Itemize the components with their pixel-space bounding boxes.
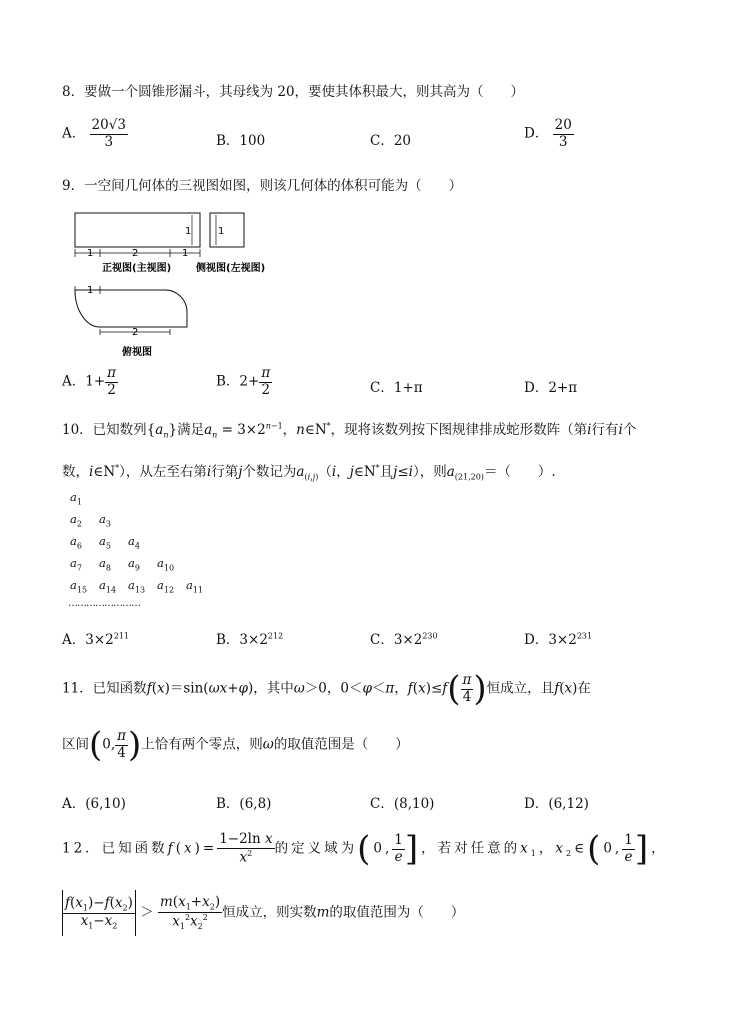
option-text: 1+π bbox=[393, 380, 423, 396]
math-formula: $a_n = 3\times 2^{n-1}$，n∈N* bbox=[204, 421, 331, 440]
option-label: A． bbox=[62, 796, 86, 812]
option-pre: 2+ bbox=[239, 373, 260, 390]
array-cell: $a_{11}$ bbox=[186, 578, 204, 595]
array-cell: $a_5$ bbox=[99, 534, 111, 551]
text-fragment: 上恰有两个零点，则 bbox=[141, 736, 263, 753]
q9-option-c[interactable] bbox=[370, 376, 423, 396]
array-cell: $a_9$ bbox=[128, 556, 140, 573]
option-text: (6,10) bbox=[85, 796, 126, 812]
text-fragment: ， bbox=[394, 680, 408, 697]
q9-option-d[interactable] bbox=[524, 376, 577, 396]
dim-label: 1 bbox=[182, 248, 189, 259]
dim-label: 1 bbox=[218, 226, 225, 237]
q8-option-d[interactable] bbox=[524, 118, 574, 150]
array-row bbox=[70, 556, 215, 578]
text-fragment: 满足 bbox=[177, 422, 205, 438]
text-fragment: ），从左至右第 bbox=[119, 464, 207, 480]
q10-option-b[interactable] bbox=[216, 628, 283, 648]
q8-option-c[interactable] bbox=[370, 129, 411, 149]
text-fragment: 的取值范围为（ ） bbox=[329, 904, 465, 921]
text-fragment: ），则 bbox=[412, 464, 447, 480]
array-cell: $a_{13}$ bbox=[128, 578, 146, 595]
frac-num: π bbox=[261, 365, 271, 381]
frac-den: 2 bbox=[261, 381, 271, 398]
option-text: 2+π bbox=[548, 380, 578, 396]
option-text: 20 bbox=[393, 133, 412, 149]
option-pre: 1+ bbox=[85, 373, 106, 390]
q9-stem: 9．一空间几何体的三视图如图，则该几何体的体积可能为（ ） bbox=[62, 178, 463, 194]
option-label: C． bbox=[370, 380, 394, 396]
option-text: (6,8) bbox=[239, 796, 272, 812]
q11-line2: 区间(0, $\frac{\pi}{4}$ )上恰有两个零点，则ω的取值范围是（ ） bbox=[62, 725, 409, 765]
q10-line1: 10．已知数列$\{a_n\}$满足$a_n = 3\times 2^{n-1}$，n∈N*，现将该数列按下图规律排成蛇形数阵（第i行有i个 bbox=[62, 421, 637, 440]
math-seq: $\{a_n\}$ bbox=[146, 422, 178, 440]
option-base: 3×2 bbox=[548, 632, 577, 648]
q8-option-a[interactable] bbox=[62, 118, 128, 150]
option-label: A． bbox=[62, 125, 86, 142]
text-fragment: 的定义域为 bbox=[274, 840, 358, 857]
option-label: D． bbox=[524, 632, 549, 648]
text-fragment: 的取值范围是（ ） bbox=[273, 736, 409, 753]
option-base: 3×2 bbox=[239, 632, 268, 648]
side-view-label: 侧视图(左视图) bbox=[196, 263, 266, 274]
frac-den: 3 bbox=[558, 133, 568, 150]
front-view-label: 正视图(主视图) bbox=[102, 263, 172, 274]
array-row bbox=[70, 490, 215, 512]
frac-den: 2 bbox=[107, 381, 116, 398]
option-exp: 230 bbox=[422, 631, 438, 641]
snake-array bbox=[70, 490, 215, 600]
option-label: C． bbox=[370, 796, 394, 812]
array-cell: $a_4$ bbox=[128, 534, 140, 551]
text-fragment: 个 bbox=[622, 422, 637, 438]
q10-line2: 数，i∈N*），从左至右第i行第j个数记为$a_{(i,j)}(i$，j∈N*且j≤i），则$a_{(21,20)}=$（ ）. bbox=[62, 463, 556, 482]
text-fragment: 数， bbox=[62, 464, 89, 480]
text-fragment: ，其中 bbox=[253, 680, 294, 697]
option-label: C． bbox=[370, 133, 394, 149]
dim-label: 2 bbox=[132, 248, 139, 259]
text-fragment: 10．已知数列 bbox=[62, 422, 147, 438]
text-fragment: ＝（ ）. bbox=[483, 464, 556, 480]
array-cell: $a_{12}$ bbox=[157, 578, 175, 595]
array-cell: $a_1$ bbox=[70, 490, 82, 507]
option-text: (8,10) bbox=[393, 796, 435, 812]
frac-num: 20√3 bbox=[91, 117, 126, 133]
option-exp: 212 bbox=[267, 631, 284, 641]
text-fragment: 且 bbox=[379, 464, 394, 480]
frac-den: 3 bbox=[104, 133, 114, 150]
top-view-label: 俯视图 bbox=[122, 347, 152, 358]
array-dots: …………………… bbox=[68, 598, 140, 609]
q8-stem: 8．要做一个圆锥形漏斗，其母线为 20，要使其体积最大，则其高为（ ） bbox=[62, 84, 525, 100]
q11-option-c[interactable] bbox=[370, 792, 434, 812]
option-base: 3×2 bbox=[393, 632, 423, 648]
option-label: B． bbox=[216, 133, 240, 149]
text-fragment: ， bbox=[538, 840, 556, 857]
q12-line2: $\frac{f(x_1)-f(x_2)}{x_1-x_2}$ ＞ $\frac{m(x_1+x_2)}{x_1^2x_2^2}$ 恒成立，则实数m的取值范围为（ ） bbox=[62, 890, 464, 936]
array-cell: $a_3$ bbox=[99, 512, 111, 529]
text-fragment: 在 bbox=[577, 680, 591, 697]
array-cell: $a_{10}$ bbox=[157, 556, 175, 573]
q10-option-d[interactable] bbox=[524, 628, 592, 648]
dim-label: 1 bbox=[87, 285, 94, 296]
text-fragment: ， bbox=[326, 680, 341, 697]
q10-option-a[interactable] bbox=[62, 628, 129, 648]
option-label: B． bbox=[216, 632, 240, 648]
text-fragment: 个数记为 bbox=[242, 464, 297, 480]
option-label: C． bbox=[370, 632, 394, 648]
text-fragment: ，若对任意的 bbox=[421, 840, 521, 857]
q9-option-a[interactable] bbox=[62, 366, 118, 398]
array-cell: $a_{14}$ bbox=[99, 578, 117, 595]
option-text: (6,12) bbox=[548, 796, 589, 812]
option-label: B． bbox=[216, 373, 240, 390]
q11-option-a[interactable] bbox=[62, 792, 126, 812]
array-cell: $a_{15}$ bbox=[70, 578, 88, 595]
q11-option-b[interactable] bbox=[216, 792, 271, 812]
text-fragment: 11．已知函数 bbox=[62, 680, 147, 697]
array-cell: $a_2$ bbox=[70, 512, 82, 529]
array-cell: $a_6$ bbox=[70, 534, 82, 551]
option-label: D． bbox=[524, 125, 549, 142]
dim-label: 1 bbox=[185, 226, 192, 237]
text-fragment: 恒成立，且 bbox=[486, 680, 555, 697]
dim-label: 1 bbox=[87, 248, 94, 259]
option-exp: 211 bbox=[113, 631, 130, 641]
array-row bbox=[70, 534, 215, 556]
q12-line1: 12．已知函数f(x)= $\frac{\text{1−2ln x}}{x^2}$ 的定义域为(0, $\frac{1}{e}$ ]，若对任意的$x_1$，$x_2\in(0$, $\frac{1}{e}$ ]， bbox=[62, 829, 668, 869]
q11-line1: 11．已知函数f(x)＝sin(ωx+φ)，其中ω＞0，0＜φ＜π，f(x)≤f( $\frac{\pi}{4}$ )恒成立，且f(x)在 bbox=[62, 669, 591, 709]
text-fragment: 12．已知函数 bbox=[62, 840, 168, 857]
option-label: A． bbox=[62, 373, 86, 390]
frac-num: π bbox=[107, 365, 117, 381]
option-base: 3×2 bbox=[85, 632, 114, 648]
array-cell: $a_7$ bbox=[70, 556, 82, 573]
text-fragment: 区间 bbox=[62, 736, 89, 753]
option-label: D． bbox=[524, 380, 549, 396]
three-view-diagram bbox=[70, 205, 280, 365]
array-cell: $a_8$ bbox=[99, 556, 111, 573]
text-fragment: 行第 bbox=[211, 464, 239, 480]
frac-num: 20 bbox=[554, 117, 572, 133]
dim-label: 2 bbox=[132, 327, 139, 338]
array-row bbox=[70, 578, 215, 600]
q8-option-b[interactable] bbox=[216, 129, 265, 149]
option-label: A． bbox=[62, 632, 86, 648]
side-view-rect bbox=[210, 213, 244, 247]
option-text: 100 bbox=[239, 133, 266, 149]
text-fragment: 恒成立，则实数 bbox=[222, 904, 317, 921]
option-label: D． bbox=[524, 796, 549, 812]
text-fragment: 行有 bbox=[591, 422, 619, 438]
q9-option-b[interactable] bbox=[216, 366, 272, 398]
front-view-rect bbox=[75, 213, 200, 247]
q11-option-d[interactable] bbox=[524, 792, 589, 812]
array-row bbox=[70, 512, 215, 534]
q10-option-c[interactable] bbox=[370, 628, 438, 648]
option-label: B． bbox=[216, 796, 240, 812]
option-exp: 231 bbox=[576, 631, 593, 641]
text-fragment: ，现将该数列按下图规律排成蛇形数阵（第 bbox=[330, 422, 588, 438]
